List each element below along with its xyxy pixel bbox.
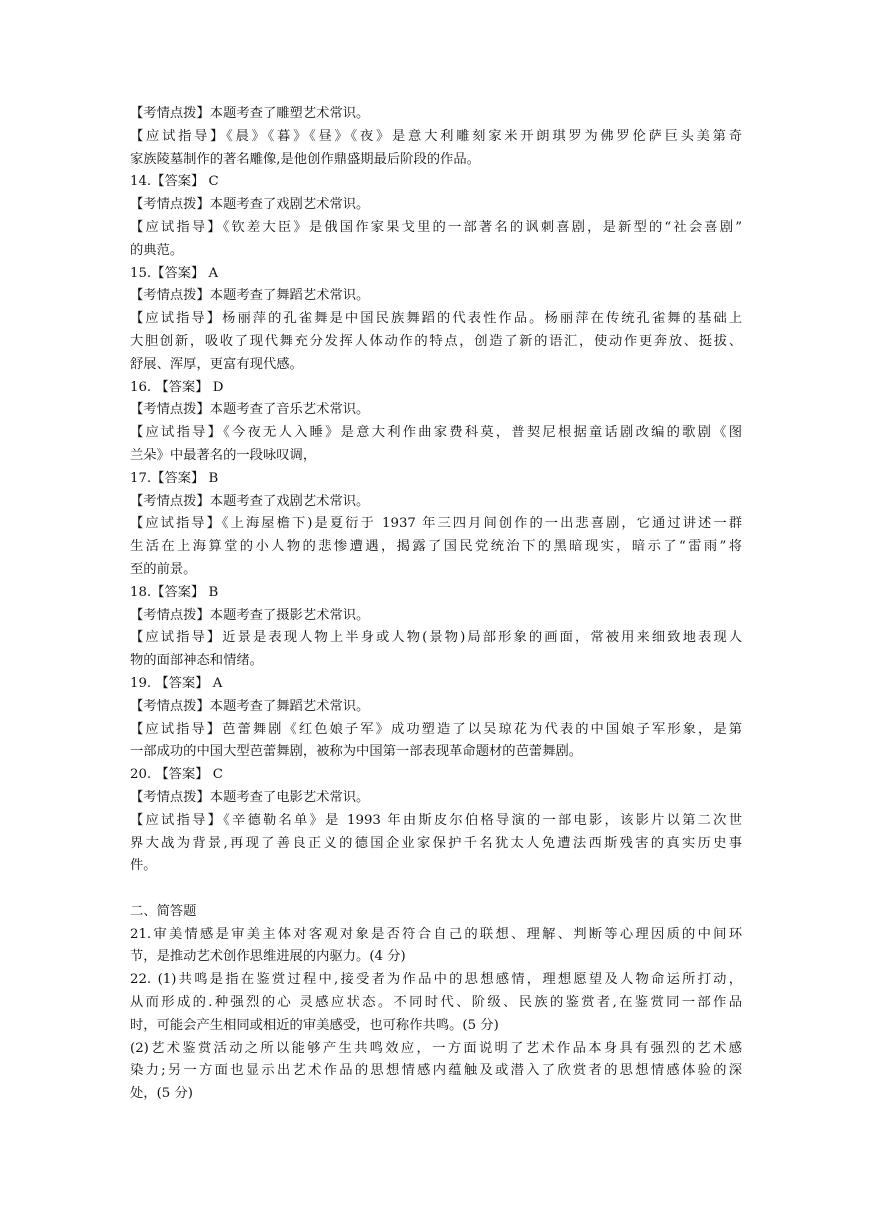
text-line: 【应试指导】《今夜无人入睡》是意大利作曲家费科莫，普契尼根据童话剧改编的歌剧《图 (130, 425, 742, 441)
text-line: 【考情点拨】本题考查了戏剧艺术常识。 (130, 197, 370, 213)
answer-line: 14.【答案】 C (130, 174, 219, 190)
text-line: 至的前景。 (130, 561, 197, 577)
answer-line: 17.【答案】 B (130, 470, 219, 486)
text-line: 节，是推动艺术创作思维进展的内驱力。(4 分) (130, 949, 406, 965)
text-line: 【应试指导】杨丽萍的孔雀舞是中国民族舞蹈的代表性作品。杨丽萍在传统孔雀舞的基础上 (130, 311, 742, 327)
document-page (130, 103, 742, 1106)
text-line: 【考情点拨】本题考查了雕塑艺术常识。 (130, 106, 370, 121)
text-line: 界大战为背景,再现了善良正义的德国企业家保护千名犹太人免遭法西斯残害的真实历史事 (130, 835, 742, 851)
text-line: 【应试指导】近景是表现人物上半身或人物(景物)局部形象的画面，常被用来细致地表现人 (130, 630, 742, 646)
text-line: 生活在上海算堂的小人物的悲惨遭遇，揭露了国民党统治下的黑暗现实，暗示了“雷雨”将 (130, 539, 742, 555)
text-line: 舒展、浑厚，更富有现代感。 (130, 356, 303, 372)
text-line: 从而形成的.种强烈的心 灵感应状态。不同时代、阶级、民族的鉴赏者,在鉴赏同一部作品 (130, 995, 742, 1011)
text-line: 【考情点拨】本题考查了电影艺术常识。 (130, 789, 370, 805)
text-line: 的典范。 (130, 242, 184, 258)
text-line: 21.审美情感是审美主体对客观对象是否符合自己的联想、理解、判断等心理因质的中间环 (130, 926, 742, 942)
answer-line: 16. 【答案】 D (130, 379, 224, 395)
text-line: 【应试指导】《晨》《暮》《昼》《夜》是意大利雕刻家米开朗琪罗为佛罗伦萨巨头美第奇 (130, 128, 742, 144)
section-heading: 二、简答题 (130, 903, 197, 919)
text-line: 【应试指导】《辛德勒名单》是 1993 年由斯皮尔伯格导演的一部电影，该影片以第二次世 (130, 812, 742, 828)
blank-line (130, 878, 742, 901)
text-line: 【考情点拨】本题考查了摄影艺术常识。 (130, 607, 370, 623)
text-line: 物的面部神态和情绪。 (130, 653, 263, 669)
text-line: 【应试指导】《上海屋檐下)是夏衍于 1937 年三四月间创作的一出悲喜剧，它通过讲述一群 (130, 516, 742, 532)
answer-line: 18.【答案】 B (130, 584, 219, 600)
text-line: 时，可能会产生相同或相近的审美感受，也可称作共鸣。(5 分) (130, 1017, 499, 1033)
answer-line: 15.【答案】 A (130, 265, 219, 281)
text-line: 【考情点拨】本题考查了舞蹈艺术常识。 (130, 698, 370, 714)
text-line: 染力;另一方面也显示出艺术作品的思想情感内蕴触及或潜入了欣赏者的思想情感体验的深 (130, 1063, 742, 1079)
answer-line: 20. 【答案】 C (130, 767, 223, 783)
text-line: (2)艺术鉴赏活动之所以能够产生共鸣效应，一方面说明了艺术作品本身具有强烈的艺术感 (130, 1040, 742, 1056)
answer-line: 19. 【答案】 A (130, 675, 223, 691)
text-line: 【考情点拨】本题考查了音乐艺术常识。 (130, 402, 370, 418)
text-line: 处，(5 分) (130, 1086, 193, 1102)
text-line: 大胆创新，吸收了现代舞充分发挥人体动作的特点，创造了新的语汇，使动作更奔放、挺拔、 (130, 333, 742, 349)
text-line: 【应试指导】芭蕾舞剧《红色娘子军》成功塑造了以吴琼花为代表的中国娘子军形象，是第 (130, 721, 742, 737)
text-line: 【应试指导】《钦差大臣》是俄国作家果戈里的一部著名的讽刺喜剧，是新型的“社会喜剧” (130, 219, 742, 235)
text-line: 【考情点拨】本题考查了戏剧艺术常识。 (130, 493, 370, 509)
text-line: 【考情点拨】本题考查了舞蹈艺术常识。 (130, 288, 370, 304)
text-line: 家族陵墓制作的著名雕像,是他创作鼎盛期最后阶段的作品。 (130, 151, 480, 167)
text-line: 兰朵》中最著名的一段咏叹调， (130, 447, 317, 463)
text-line: 件。 (130, 858, 157, 874)
text-line: 22. (1)共鸣是指在鉴赏过程中,接受者为作品中的思想感情，理想愿望及人物命运所打动， (130, 972, 742, 988)
text-line: 一部成功的中国大型芭蕾舞剧，被称为中国第一部表现革命题材的芭蕾舞剧。 (130, 744, 583, 760)
